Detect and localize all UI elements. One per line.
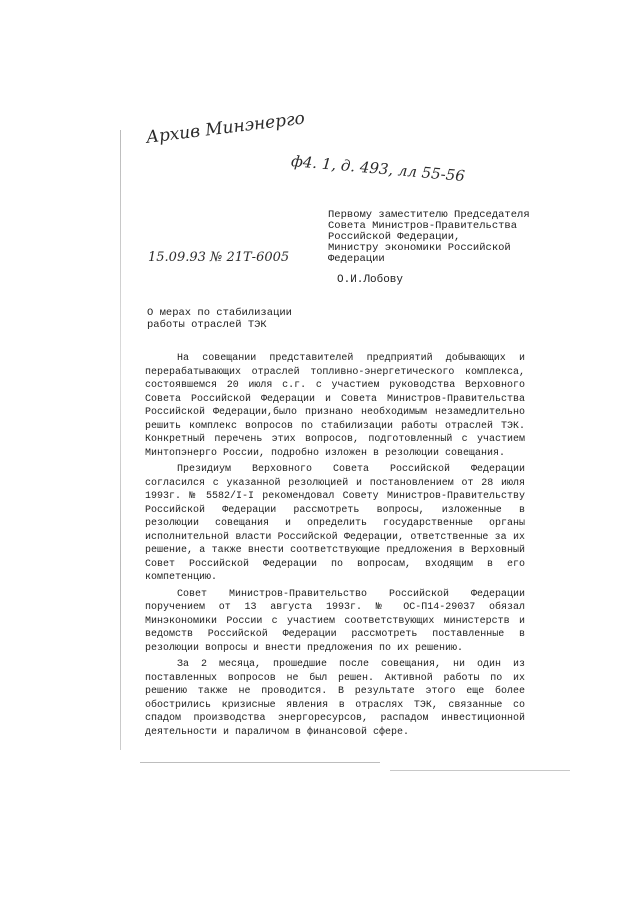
- scan-artifact-line: [140, 762, 380, 763]
- body-paragraph: За 2 месяца, прошедшие после совещания, ни один из поставленных вопросов не был решен. Активной работы по их решению также не проводится. В результате этого еще более обострились кризисные явления в отраслях ТЭК, связанные со спадом производства энергоресурсов, распадом инвестиционной деятельности и параличом в финансовой сфере.: [145, 659, 525, 738]
- addressee-line: Первому заместителю Председателя: [328, 209, 530, 221]
- subject-block: [147, 307, 367, 331]
- addressee-line: Совета Министров-Правительства: [328, 220, 518, 232]
- body-paragraph: На совещании представителей предприятий добывающих и перерабатывающих отраслей топливно-энергетического комплекса, состоявшемся 20 июля с.г. с участием руководства Верховного Совета Российской Федерации и Совета Министров-Правительства Российской Федерации,было признано необходимым незамедлительно решить комплекс вопросов по стабилизации работы отраслей ТЭК. Конкретный перечень этих вопросов, подготовленный с участием Минтопэнерго России, подробно изложен в резолюции совещания.: [145, 353, 525, 459]
- letter-body: [145, 352, 525, 742]
- handwritten-archive-note: Архив Минэнерго: [145, 108, 306, 148]
- subject-line: работы отраслей ТЭК: [147, 319, 267, 331]
- scan-artifact-line: [390, 770, 570, 771]
- handwritten-archive-reference: ф4. 1, д. 493, лл 55-56: [290, 152, 466, 186]
- addressee-block: [328, 210, 588, 265]
- subject-line: О мерах по стабилизации: [147, 307, 292, 319]
- addressee-line: Федерации: [328, 253, 385, 265]
- body-paragraph: Президиум Верховного Совета Российской Федерации согласился с указанной резолюцией и постановлением от 28 июля 1993г. № 5582/I-I рекомендовал Совету Министров-Правительству Российской Федерации рассмотреть вопросы, изложенные в резолюции совещания и определить государственные органы исполнительной власти Российской Федерации, ответственные за их решение, а также внести соответствующие предложения в Верховный Совет Российской Федерации по вопросам, входящим в его компетенцию.: [145, 464, 525, 583]
- addressee-line: Министру экономики Российской: [328, 242, 511, 254]
- addressee-line: Российской Федерации,: [328, 231, 461, 243]
- handwritten-date-number: 15.09.93 № 21Т-6005: [148, 250, 290, 265]
- scan-margin-line: [120, 130, 121, 750]
- body-paragraph: Совет Министров-Правительство Российской Федерации поручением от 13 августа 1993г. № ОС-П14-29037 обязал Минэкономики России с участием соответствующих министерств и ведомств Российской Федерации рассмотреть поставленные в резолюции вопросы и внести предложения по их решению.: [145, 588, 525, 654]
- recipient-name: О.И.Лобову: [337, 274, 404, 286]
